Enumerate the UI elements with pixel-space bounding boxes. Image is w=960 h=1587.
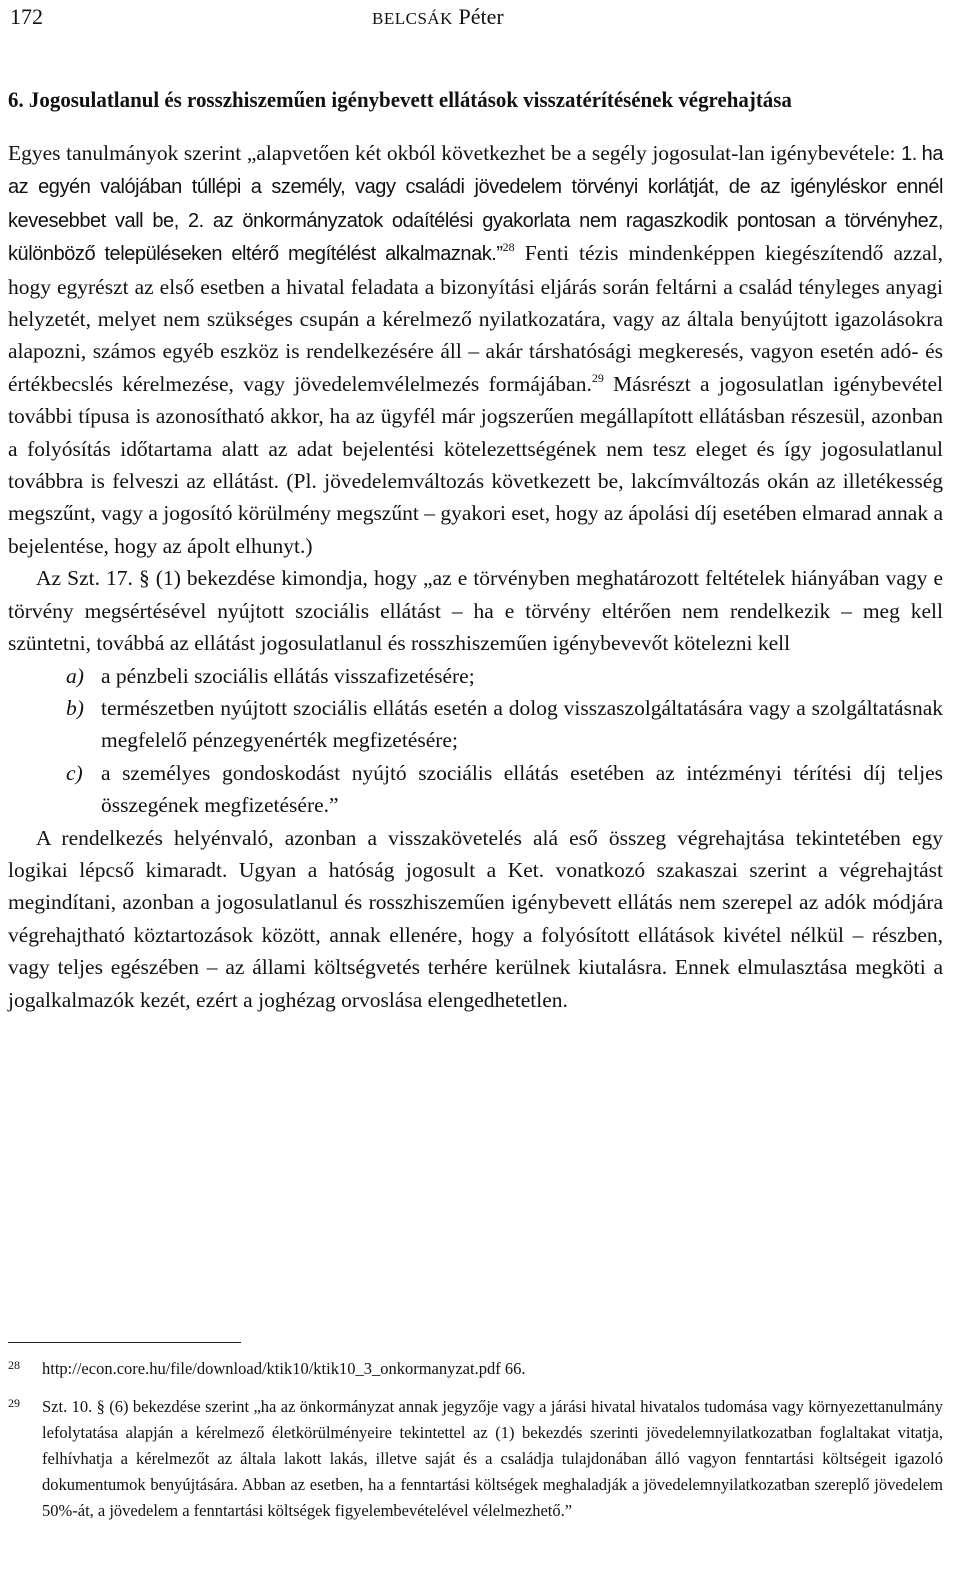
paragraph-2: Az Szt. 17. § (1) bekezdése kimondja, hogy „az e törvényben meghatározott feltételek hiányában vagy e törvény megsértésével nyújtott szociális ellátást – ha e törvény eltérően nem rendelkezik – meg kell szüntetni, továbbá az ellátást jogosulatlanul és rosszhiszeműen igénybevevőt kötelezni kell — [8, 566, 943, 656]
footnotes — [8, 1356, 943, 1536]
footnote-29 — [8, 1394, 943, 1524]
paragraph-1-end: Másrészt a jogosulatlan igénybevétel további típusa is azonosítható akkor, ha az ügyfél már jogszerűen megállapított ellátásban részesül, azonban a folyósítás időtartama alatt az adat bejelentési kötelezettségének nem tesz eleget és így jogosulatlanul továbbra is felveszi az ellátást. (Pl. jövedelemváltozás következett be, lakcímváltozás okán az illetékesség megszűnt, vagy a jogosító körülmény megszűnt – gyakori eset, hogy az ápolási díj esetében elmarad annak a bejelentése, hogy az ápolt elhunyt.) — [8, 371, 943, 558]
list-item-marker: a) — [66, 663, 84, 688]
list-item-text: a személyes gondoskodást nyújtó szociális ellátás esetében az intézményi térítési díj teljes összegének megfizetésére.” — [101, 760, 943, 818]
list-item-text: a pénzbeli szociális ellátás visszafizetésére; — [101, 663, 475, 688]
list-item-text: természetben nyújtott szociális ellátás esetén a dolog visszaszolgáltatására vagy a szolgáltatásnak megfelelő pénzegyenérték megfizetésére; — [101, 695, 943, 753]
footnote-ref-29[interactable]: 29 — [591, 370, 604, 385]
list-item — [8, 692, 943, 757]
author-given-name — [458, 4, 503, 29]
author-surname: BELCSÁK — [372, 9, 453, 28]
footnote-number: 29 — [8, 1396, 20, 1410]
list-item-marker: c) — [66, 760, 83, 785]
footnote-number: 28 — [8, 1358, 20, 1372]
paragraph-1-intro: Egyes tanulmányok szerint „alapvetően két okból következhet be a segély jogosulat-lan igénybevétele: — [8, 141, 902, 165]
paragraph-1-quote: 1. ha az egyén valójában túllépi a személy, vagy családi jövedelem törvényi korlátját, de az igényléskor ennél kevesebbet vall be, 2. az önkormányzatok odaítélési gyakorlata nem ragaszkodik pontosan a törvényhez, különböző településeken eltérő megítélést alkalmaznak.” — [8, 143, 944, 266]
author-name — [372, 4, 504, 30]
paragraph-1 — [8, 137, 943, 562]
running-head — [0, 4, 960, 34]
paragraph-3: A rendelkezés helyénvaló, azonban a visszakövetelés alá eső összeg végrehajtása tekintetében egy logikai lépcső kimaradt. Ugyan a hatóság jogosult a Ket. vonatkozó szakaszai szerint a végrehajtást megindítani, azonban a jogosulatlanul és rosszhiszeműen igénybevett ellátás nem szerepel az adók módjára végrehajtható köztartozások között, annak ellenére, hogy a folyósított ellátások kivétel nélkül – részben, vagy teljes egészében – az állami költségvetés terhére kerülnek kiutalásra. Ennek elmulasztása megköti a jogalkalmazók kezét, ezért a joghézag orvoslása elengedhetetlen. — [8, 825, 943, 1012]
author-given-text: Péter — [458, 4, 504, 29]
list-item-marker: b) — [66, 695, 84, 720]
footnote-divider — [8, 1342, 241, 1343]
list-item — [8, 660, 943, 692]
footnote-28 — [8, 1356, 943, 1382]
main-content — [8, 84, 943, 1016]
footnote-text: Szt. 10. § (6) bekezdése szerint „ha az önkormányzat annak jegyzője vagy a járási hivatal hivatalos tudomása vagy környezettanulmány lefolytatása alapján a kérelmező életkörülményeire tekintettel az (1) bekezdés szerinti jövedelemnyilatkozatban foglaltakat vitatja, felhívhatja a kérelmezőt az általa lakott lakás, illetve saját és a családja tulajdonában álló vagyon fenntartási költségeit igazoló dokumentumok benyújtására. Abban az esetben, ha a fenntartási költségek meghaladják a jövedelemnyilatkozatban szereplő jövedelem 50%-át, a jövedelem a fenntartási költségek figyelembevételével vélelmezhető.” — [42, 1397, 943, 1520]
footnote-text: http://econ.core.hu/file/download/ktik10/ktik10_3_onkormanyzat.pdf 66. — [42, 1359, 526, 1378]
list-item — [8, 757, 943, 822]
footnote-ref-28[interactable]: 28 — [502, 240, 515, 255]
page-number: 172 — [10, 4, 43, 29]
section-title: 6. Jogosulatlanul és rosszhiszeműen igénybevett ellátások visszatérítésének végrehajtása — [8, 87, 792, 112]
paragraph-1-mid: Fenti tézis mindenképpen kiegészítendő azzal, hogy egyrészt az első esetben a hivatal feladata a bizonyítási eljárás során feltárni a család tényleges anyagi helyzetét, melyet nem szükséges csupán a kérelmező nyilatkozatára, vagy az általa benyújtott igazolásokra alapozni, számos egyéb eszköz is rendelkezésére áll – akár társhatósági megkeresés, vagyon esetén adó- és értékbecslés kérelmezése, vagy jövedelemvélelmezés formájában. — [8, 241, 943, 396]
obligation-list — [8, 660, 943, 822]
